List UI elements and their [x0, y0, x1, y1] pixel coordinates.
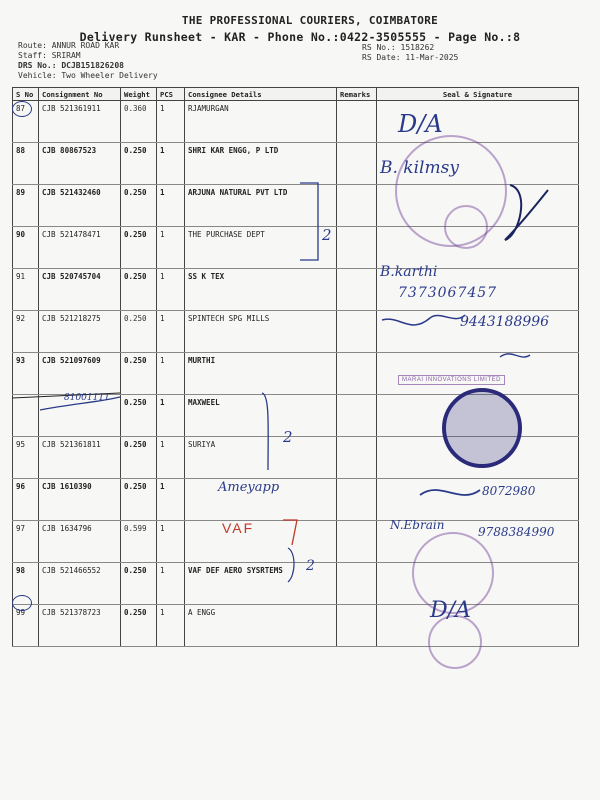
- weight-cell: 0.250: [121, 185, 157, 227]
- handwritten-note: D/A: [398, 110, 443, 138]
- vehicle-text: Vehicle: Two Wheeler Delivery: [18, 71, 158, 80]
- rs-no-text: RS No.: 1518262: [362, 43, 435, 52]
- weight-cell: 0.250: [121, 479, 157, 521]
- sno-cell: 89: [13, 185, 39, 227]
- bracket-mark: [300, 183, 318, 260]
- signature-stroke: [500, 354, 530, 357]
- consignee-cell: MAXWEEL: [185, 395, 337, 437]
- sno-cell: 93: [13, 353, 39, 395]
- weight-cell: 0.250: [121, 269, 157, 311]
- runsheet-title: Delivery Runsheet - KAR - Phone No.:0422-3505555 - Page No.:8: [79, 30, 521, 44]
- sno-cell: 92: [13, 311, 39, 353]
- consignment-cell: CJB 80867523: [39, 143, 121, 185]
- handwritten-note: D/A: [430, 598, 471, 623]
- pcs-cell: 1: [157, 227, 185, 269]
- col-seal: Seal & Signature: [377, 88, 579, 101]
- weight-cell: 0.250: [121, 395, 157, 437]
- col-consignee: Consignee Details: [185, 88, 337, 101]
- handwritten-phone: 8072980: [482, 484, 536, 498]
- consignment-cell: CJB 1610390: [39, 479, 121, 521]
- sno-cell: 96: [13, 479, 39, 521]
- signature-stroke: [382, 315, 465, 325]
- sno-cell: 91: [13, 269, 39, 311]
- sno-cell: 87: [13, 101, 39, 143]
- pcs-cell: 1: [157, 521, 185, 563]
- weight-cell: 0.250: [121, 605, 157, 647]
- consignee-cell: MURTHI: [185, 353, 337, 395]
- bracket-mark: [262, 393, 268, 470]
- consignee-cell: SS K TEX: [185, 269, 337, 311]
- consignment-cell: CJB 521097609: [39, 353, 121, 395]
- handwritten-name: B.karthi: [380, 264, 438, 280]
- weight-cell: 0.360: [121, 101, 157, 143]
- company-seal: [428, 615, 482, 669]
- consignment-cell: CJB 521478471: [39, 227, 121, 269]
- consignee-cell: ARJUNA NATURAL PVT LTD: [185, 185, 337, 227]
- signature-stroke: [420, 490, 480, 495]
- consignment-cell: CJB 521218275: [39, 311, 121, 353]
- pcs-cell: 1: [157, 605, 185, 647]
- company-title: THE PROFESSIONAL COURIERS, COIMBATORE: [181, 14, 439, 27]
- consignment-cell: CJB 521378723: [39, 605, 121, 647]
- consignee-cell: SHRI KAR ENGG, P LTD: [185, 143, 337, 185]
- pcs-cell: 1: [157, 311, 185, 353]
- sno-cell: 95: [13, 437, 39, 479]
- consignment-cell: CJB 521466552: [39, 563, 121, 605]
- bracket-mark: [288, 548, 294, 582]
- pcs-cell: 1: [157, 395, 185, 437]
- company-rubber-stamp: MARAI INNOVATIONS LIMITED: [398, 375, 505, 385]
- handwritten-signature: B. kilmsy: [380, 158, 459, 178]
- consignee-cell: SPINTECH SPG MILLS: [185, 311, 337, 353]
- sno-cell: 97: [13, 521, 39, 563]
- handwritten-bracket-count: 2: [306, 558, 315, 574]
- consignee-cell: SURIYA: [185, 437, 337, 479]
- weight-cell: 0.250: [121, 311, 157, 353]
- staff-text: Staff: SRIRAM: [18, 51, 81, 60]
- pcs-cell: 1: [157, 563, 185, 605]
- weight-cell: 0.250: [121, 227, 157, 269]
- pcs-cell: 1: [157, 185, 185, 227]
- consignee-cell: THE PURCHASE DEPT: [185, 227, 337, 269]
- consignee-cell: A ENGG: [185, 605, 337, 647]
- pcs-cell: 1: [157, 479, 185, 521]
- route-text: Route: ANNUR ROAD KAR: [18, 41, 120, 50]
- company-seal: [444, 205, 488, 249]
- col-consignment: Consignment No: [39, 88, 121, 101]
- handwritten-mark: VAF: [222, 520, 255, 536]
- sno-cell: 90: [13, 227, 39, 269]
- drs-text: DRS No.: DCJB151826208: [18, 61, 124, 70]
- pcs-cell: 1: [157, 437, 185, 479]
- pcs-cell: 1: [157, 353, 185, 395]
- col-remarks: Remarks: [337, 88, 377, 101]
- consignment-cell: CJB 521361811: [39, 437, 121, 479]
- handwritten-phone: 7373067457: [398, 285, 498, 301]
- sno-cell: 98: [13, 563, 39, 605]
- consignment-cell: CJB 521361911: [39, 101, 121, 143]
- pcs-cell: 1: [157, 269, 185, 311]
- weight-cell: 0.599: [121, 521, 157, 563]
- handwritten-phone: 9788384990: [478, 525, 555, 539]
- sno-cell: 88: [13, 143, 39, 185]
- consignee-cell: RJAMURGAN: [185, 101, 337, 143]
- handwritten-name: Ameyapp: [218, 480, 280, 495]
- handwritten-bracket-count: 2: [322, 226, 332, 244]
- handwritten-consignment: 81001111: [64, 393, 110, 403]
- pcs-cell: 1: [157, 143, 185, 185]
- red-mark: [283, 520, 297, 545]
- weight-cell: 0.250: [121, 563, 157, 605]
- handwritten-bracket-count: 2: [283, 428, 293, 446]
- consignment-cell: CJB 1634796: [39, 521, 121, 563]
- consignment-cell: CJB 520745704: [39, 269, 121, 311]
- col-pcs: PCS: [157, 88, 185, 101]
- handwritten-phone: 9443188996: [460, 314, 550, 330]
- weight-cell: 0.250: [121, 437, 157, 479]
- col-weight: Weight: [121, 88, 157, 101]
- sno-cell: 99: [13, 605, 39, 647]
- pcs-cell: 1: [157, 101, 185, 143]
- handwritten-name: N.Ebrain: [390, 518, 445, 532]
- weight-cell: 0.250: [121, 143, 157, 185]
- weight-cell: 0.250: [121, 353, 157, 395]
- company-seal: [442, 388, 522, 468]
- consignment-cell: CJB 521432460: [39, 185, 121, 227]
- signature-stroke: [505, 185, 548, 240]
- consignee-cell: VAF DEF AERO SYSRTEMS: [185, 563, 337, 605]
- rs-date-text: RS Date: 11-Mar-2025: [362, 53, 459, 62]
- col-sno: S No: [13, 88, 39, 101]
